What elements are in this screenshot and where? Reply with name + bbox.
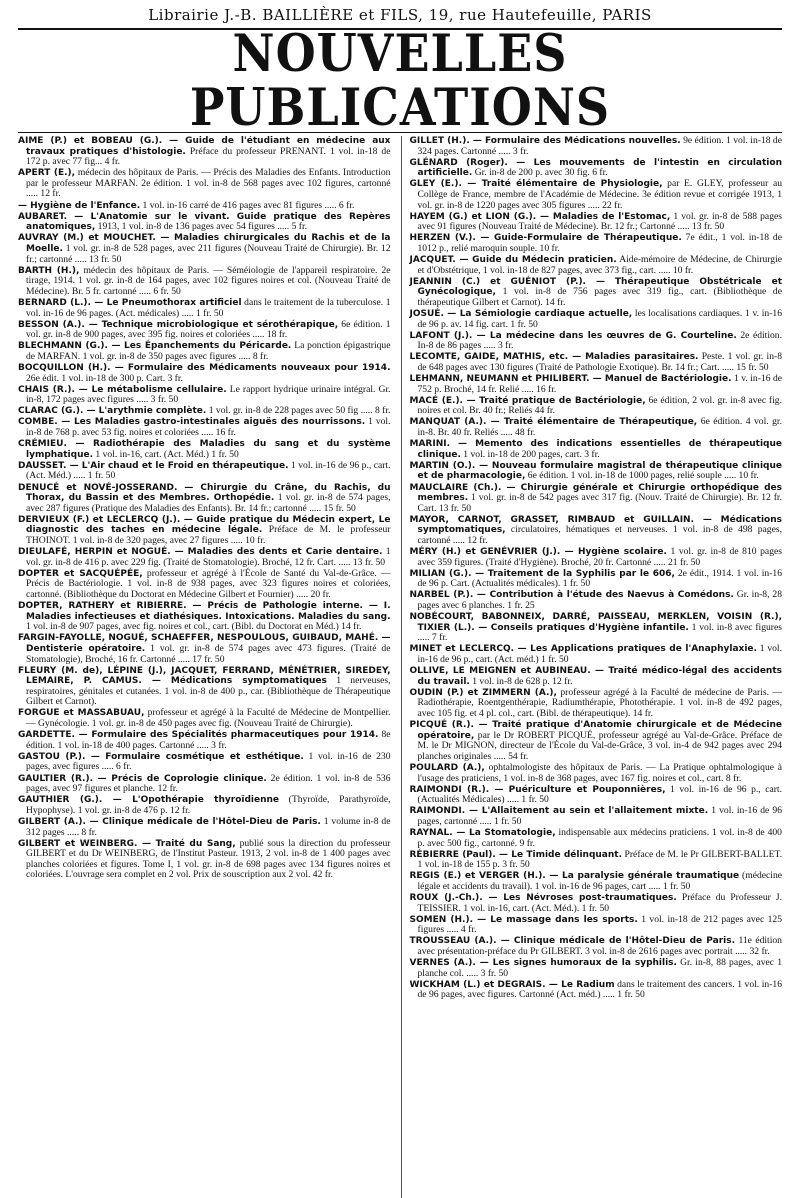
entry-details: médecin des hôpitaux de Paris. — Séméiologie de l'appareil respiratoire. 2e tirage, 1914. 1 vol. gr. in-8 de 164 pages, avec 102 figures noires et col. (Nouveau Traité de Médecine). Br. 5 fr. cartonné ..... 6 fr. 50 xyxy=(26,264,391,297)
page-title: NOUVELLES PUBLICATIONS xyxy=(189,22,611,138)
catalog-entry xyxy=(410,439,783,460)
entry-details: La ponction épigastrique de MARFAN. 1 vol. gr. in-8 de 350 pages avec figures ..... 8 fr. xyxy=(26,340,391,362)
catalog-entry xyxy=(410,828,783,849)
entry-details: 2e édit., 1914. 1 vol. in-16 de 96 p. Cart. (Actualités médicales). 1 fr. 50 xyxy=(417,567,782,590)
entry-details: 1 vol. gr. in-8 de 574 pages avec 473 figures. (Traité de Stomatologie), Broché, 16 fr. Cartonné ..... 17 fr. 50 xyxy=(26,642,391,665)
entry-details: 1913, 1 vol. in-8 de 136 pages avec 54 figures ..... 5 fr. xyxy=(97,221,308,233)
entry-author-title: NOBÉCOURT, BABONNEIX, DARRÉ, PAISSEAU, MERKLEN, VOISIN (R.), TIXIER (L.). — Conseils pratiques d'Hygiène infantile. xyxy=(409,612,782,633)
catalog-entry xyxy=(18,363,391,384)
entry-details: publié sous la direction du professeur GILBERT et du Dr WEINBERG, de l'Institut Pasteur. 1913, 2 vol. in-8 de 1 400 pages avec planches coloriées et figures. Tome I, 1 vol. gr. in-8 de 698 pages avec 134 figures noires et coloriées. L'ouvrage sera complet en 2 vol. Prix de souscription aux 2 vol. 42 fr. xyxy=(26,837,391,881)
entry-details: Gr. in-8, 88 pages, avec 1 planche col. ..... 3 fr. 50 xyxy=(417,957,782,979)
entry-author-title: JOSUÉ. — La Sémiologie cardiaque actuelle, xyxy=(409,309,633,319)
catalog-entry xyxy=(410,417,783,438)
entry-details: dans le traitement des cancers. 1 vol. in-16 de 96 pages, avec figures. Cartonné (Act. méd.) ..... 1 fr. 50 xyxy=(417,978,782,1001)
entry-details: Gr. in-8, 28 pages avec 6 planches. 1 fr. 25 xyxy=(417,589,782,612)
catalog-entry xyxy=(410,374,783,395)
catalog-entry xyxy=(410,233,783,254)
entry-details: 1 nerveuses, respiratoires, génitales et cutanées. 1 vol. in-8 de 400 p., car. (Bibliothèque de Thérapeutique Gilbert et Carnot). xyxy=(26,675,391,708)
catalog-entry xyxy=(18,839,391,881)
catalog-entry xyxy=(18,708,391,729)
entry-author-title: MANQUAT (A.). — Traité élémentaire de Thérapeutique, xyxy=(409,417,698,428)
entry-author-title: OLLIVE, LE MEIGNEN et AUBINEAU. — Traité médico-légal des accidents du travail. xyxy=(409,666,782,687)
entry-details: Préface du professeur PRENANT. 1 vol. in-18 de 172 p. avec 77 fig... 4 fr. xyxy=(26,145,391,168)
catalog-entry xyxy=(410,806,783,827)
entry-author-title: MÉRY (H.) et GENÉVRIER (J.). — Hygiène scolaire. xyxy=(409,547,667,558)
entry-author-title: CLARAC (G.). — L'arythmie complète. xyxy=(18,406,207,417)
entry-details: (médecine légale et accidents du travail). 1 vol. in-16 de 96 pages, cart ..... 1 fr. 50 xyxy=(417,870,782,892)
entry-details: médecin des hôpitaux de Paris. — Précis des Maladies des Enfants. Introduction par le professeur MARFAN. 2e édition. 1 vol. in-8 de 568 pages avec 102 figures, cartonné ..... 12 fr. xyxy=(26,167,391,200)
entry-author-title: MAYOR, CARNOT, GRASSET, RIMBAUD et GUILLAIN. — Médications symptomatiques, xyxy=(409,514,782,536)
entry-details: 6e édition. 1 vol. gr. in-8 de 900 pages, avec 395 fig. noires et coloriées ..... 18 fr. xyxy=(26,318,391,341)
catalog-entry xyxy=(410,666,783,687)
entry-author-title: GAUTHIER (G.). — L'Opothérapie thyroïdienne xyxy=(18,795,280,806)
entry-author-title: LAFONT (J.). — La médecine dans les œuvres de G. Courteline. xyxy=(409,330,737,341)
entry-author-title: GILLET (H.). — Formulaire des Médications nouvelles. xyxy=(409,136,681,146)
catalog-entry xyxy=(410,331,783,352)
catalog-entry xyxy=(18,201,391,212)
catalog-entry xyxy=(410,785,783,806)
catalog-entry xyxy=(410,277,783,309)
entry-author-title: DENUCÉ et NOVÉ-JOSSERAND. — Chirurgie du Crâne, du Rachis, du Thorax, du Bassin et des Membres. Orthopédie. xyxy=(18,482,391,504)
catalog-entry xyxy=(410,720,783,762)
catalog-entry xyxy=(410,980,783,1001)
entry-details: 1 vol. in-8 avec figures ..... 7 fr. xyxy=(417,621,782,644)
entry-author-title: VERNES (A.). — Les signes humoraux de la syphilis. xyxy=(409,958,677,969)
entry-author-title: REGIS (E.) et VERGER (H.). — La paralysie générale traumatique xyxy=(409,871,740,882)
catalog-entry xyxy=(18,774,391,795)
catalog-entry xyxy=(410,688,783,720)
entry-details: 1 vol. in-16 de 96 p., cart. (Act. Méd.) ..... 1 fr. 50 xyxy=(26,459,391,482)
entry-details: 1 vol. in-16 de 96 pages, cartonné ..... 1 fr. 50 xyxy=(417,805,782,827)
catalog-entry xyxy=(18,439,391,460)
catalog-entry xyxy=(410,461,783,482)
catalog-entry xyxy=(18,547,391,568)
entry-details: Peste. 1 vol. gr. in-8 de 648 pages avec 130 figures (Traité de Pathologie Exotique). Br. 14 fr.; Cart. ..... 15 fr. 50 xyxy=(417,351,782,373)
entry-author-title: LEHMANN, NEUMANN et PHILIBERT. — Manuel de Bactériologie. xyxy=(409,374,732,385)
catalog-entry xyxy=(410,936,783,957)
catalog-entry xyxy=(18,483,391,515)
entry-author-title: CHAIS (R.). — Le métabolisme cellulaire. xyxy=(18,384,227,395)
catalog-entry xyxy=(410,590,783,611)
entry-details: Gr. in-8 de 200 p. avec 30 fig. 6 fr. xyxy=(474,167,608,179)
catalog-entry xyxy=(410,644,783,665)
catalog-entry xyxy=(18,341,391,362)
entry-author-title: FARGIN-FAYOLLE, NOGUÉ, SCHAEFFER, NESPOULOUS, GUIBAUD, MAHÉ. — Dentisterie opératoire. xyxy=(18,633,391,654)
entry-details: 6e édition. 4 vol. gr. in-8. Br. 40 fr. Reliés ..... 48 fr. xyxy=(417,416,782,439)
entry-details: 1 vol. in-16 de 96 p., cart. (Actualités Médicales) ..... 1 fr. 50 xyxy=(417,783,782,806)
entry-details: par E. GLEY, professeur au Collège de France, membre de l'Académie de Médecine. 3e édition revue et corrigée 1913, 1 vol. gr. in-8 de 1220 pages avec 305 figures ..... 22 fr. xyxy=(417,178,782,211)
entry-author-title: MARINI. — Memento des indications essentielles de thérapeutique clinique. xyxy=(409,439,782,460)
entry-author-title: DIEULAFÉ, HERPIN et NOGUÉ. — Maladies des dents et Carie dentaire. xyxy=(18,547,383,558)
entry-author-title: DOPTER et SACQUÉPÉE, xyxy=(18,568,143,579)
catalog-entry xyxy=(18,633,391,665)
catalog-entry xyxy=(18,320,391,341)
entry-details: circulatoires, hématiques et nerveuses. 1 vol. in-8 de 498 pages, cartonné ..... 12 fr. xyxy=(417,524,782,546)
entry-details: 26e édit. 1 vol. in-18 de 300 p. Cart. 3 fr. xyxy=(26,372,183,384)
entry-author-title: BOCQUILLON (H.). — Formulaire des Médicaments nouveaux pour 1914. xyxy=(18,362,391,373)
catalog-entry xyxy=(410,763,783,784)
entry-details: 1 volume in-8 de 312 pages ..... 8 fr. xyxy=(26,815,391,838)
entry-author-title: RAIMONDI. — L'Allaitement au sein et l'allaitement mixte. xyxy=(409,806,709,817)
entry-author-title: PICQUÉ (R.). — Traité pratique d'Anatomie chirurgicale et de Médecine opératoire, xyxy=(409,720,782,741)
left-column xyxy=(18,136,391,1198)
entry-details: 1 vol. gr. in-8 de 228 pages avec 50 fig ..... 8 fr. xyxy=(208,405,391,417)
entry-details: 6e édition. 1 vol. in-18 de 1000 pages, relié souple ..... 10 fr. xyxy=(527,470,759,482)
entry-details: 1 vol. in-18 de 212 pages avec 125 figures ..... 4 fr. xyxy=(417,913,782,936)
catalog-entry xyxy=(18,752,391,773)
entry-details: professeur agrégé à la Faculté de médecine de Paris. — Radiothérapie, Roentgenthérapie, Radiumthérapie, Photothérapie. 1 vol. in-8 de 492 pages, avec 105 fig. et 4 pl. col., cart. (Bibl. de thérapeutique). 14 fr. xyxy=(417,686,782,719)
entry-author-title: JEANNIN (C.) et GUÉNIOT (P.). — Thérapeutique Obstétricale et Gynécologique, xyxy=(409,276,782,298)
catalog-entry xyxy=(410,255,783,276)
entry-details: 1 v. in-16 de 752 p. Broché, 14 fr. Relié ..... 16 fr. xyxy=(417,373,782,395)
catalog-entry xyxy=(410,483,783,515)
entry-author-title: SOMEN (H.). — Le massage dans les sports. xyxy=(409,914,638,925)
catalog-entry xyxy=(410,569,783,590)
entry-author-title: MAUCLAIRE (Ch.). — Chirurgie générale et Chirurgie orthopédique des membres. xyxy=(409,482,782,504)
catalog-entry xyxy=(18,385,391,406)
catalog-entry xyxy=(18,515,391,547)
entry-author-title: DOPTER, RATHERY et RIBIERRE. — Précis de Pathologie interne. — I. Maladies infectieuses et diathésiques. Intoxications. Maladies du sang. xyxy=(18,601,391,622)
entry-details: 1 vol. gr. in-8 de 574 pages, avec 287 figures (Pratique des Maladies des Enfants). Br. 14 fr.; cartonné ..... 15 fr. 50 xyxy=(26,492,391,514)
catalog-entry xyxy=(18,136,391,168)
entry-author-title: RAYNAL. — La Stomatologie, xyxy=(409,828,556,838)
catalog-entry xyxy=(18,417,391,438)
entry-details: 1 vol. gr. in-8 de 416 p. avec 229 fig. (Traité de Stomatologie). Broché, 12 fr. Cart. ..... 13 fr. 50 xyxy=(26,546,391,568)
entry-details: 6e édition, 2 vol. gr. in-8 avec fig. noires et col. Br. 40 fr.; Reliés 44 fr. xyxy=(417,394,782,417)
catalog-entry xyxy=(18,461,391,482)
catalog-entry xyxy=(410,158,783,179)
entry-details: les localisations cardiaques. 1 v. in-16 de 96 p. av. 14 fig. cart. 1 fr. 50 xyxy=(417,308,782,330)
entry-details: 1 vol. in-16 de 96 p., cart. (Act. méd.) 1 fr. 50 xyxy=(417,643,782,665)
entry-author-title: GAULTIER (R.). — Précis de Coprologie clinique. xyxy=(18,773,267,784)
entry-details: 1 vol. in-16 carré de 416 pages avec 81 figures ..... 6 fr. xyxy=(142,199,355,211)
entry-author-title: LECOMTE, GAIDE, MATHIS, etc. — Maladies parasitaires. xyxy=(409,352,699,363)
entry-details: 9e édition. 1 vol. in-18 de 324 pages. Cartonné ..... 3 fr. xyxy=(417,136,782,157)
entry-author-title: FORGUE et MASSABUAU, xyxy=(18,708,145,719)
entry-details: 1 vol. in-8 de 768 p. avec 53 fig. noires et coloriées ..... 16 fr. xyxy=(26,416,391,439)
entry-details: professeur et agrégé à la Faculté de Médecine de Montpellier. — Gynécologie. 1 vol. gr. in-8 de 450 pages avec fig. (Nouveau Traité de Chirurgie). xyxy=(26,707,391,730)
entry-author-title: GILBERT (A.). — Clinique médicale de l'Hôtel-Dieu de Paris. xyxy=(18,816,321,827)
catalog-entry xyxy=(18,406,391,417)
catalog-entry xyxy=(410,309,783,330)
catalog-entry xyxy=(18,569,391,601)
catalog-entry xyxy=(410,612,783,644)
entry-details: 11e édition avec présentation-préface du Pr GILBERT. 3 vol. in-8 de 2616 pages avec portrait ..... 32 fr. xyxy=(417,935,782,958)
catalog-entry xyxy=(410,850,783,871)
catalog-entry xyxy=(410,515,783,547)
entry-author-title: FLEURY (M. de), LÉPINE (J.), JACQUET, FERRAND, MÉNÉTRIER, SIREDEY, LEMAIRE, P. CAMUS. — Médications symptomatiques xyxy=(18,665,391,687)
entry-author-title: BESSON (A.). — Technique microbiologique et sérothérapique, xyxy=(18,319,339,330)
entry-author-title: APERT (E.), xyxy=(18,168,76,179)
catalog-entry xyxy=(18,817,391,838)
publisher-header: Librairie J.-B. BAILLIÈRE et FILS, 19, rue Hautefeuille, PARIS xyxy=(18,6,782,30)
catalog-entry xyxy=(18,601,391,633)
entry-details: 1 vol. gr. in-8 de 528 pages, avec 211 figures (Nouveau Traité de Chirurgie). Br. 12 fr.; cartonné ..... 13 fr. 50 xyxy=(26,242,391,265)
entry-author-title: OUDIN (P.) et ZIMMERN (A.), xyxy=(409,687,557,698)
entry-author-title: GASTOU (P.). — Formulaire cosmétique et esthétique. xyxy=(18,751,304,762)
entry-author-title: AUVRAY (M.) et MOUCHET. — Maladies chirurgicales du Rachis et de la Moelle. xyxy=(18,233,391,254)
entry-author-title: GILBERT et WEINBERG. — Traité du Sang, xyxy=(18,838,236,849)
catalog-entry xyxy=(18,795,391,816)
catalog-entry xyxy=(18,730,391,751)
catalog-entry xyxy=(410,871,783,892)
entry-author-title: RÉBIERRE (Paul). — Le Timide délinquant. xyxy=(409,849,623,860)
catalog-entry xyxy=(18,212,391,233)
entry-author-title: JACQUET. — Guide du Médecin praticien. xyxy=(409,255,617,266)
entry-author-title: DAUSSET. — L'Air chaud et le Froid en thérapeutique. xyxy=(18,460,289,471)
catalog-entry xyxy=(18,233,391,265)
entry-details: 7e édit., 1 vol. in-18 de 1012 p., relié maroquin souple. 10 fr. xyxy=(417,232,782,254)
entry-author-title: MINET et LECLERCQ. — Les Applications pratiques de l'Anaphylaxie. xyxy=(409,644,757,655)
catalog-entry xyxy=(410,352,783,373)
entry-details: Préface de M. le Pr GILBERT-BALLET. 1 vol. in-18 de 155 p. 3 fr. 50 xyxy=(417,848,782,871)
catalog-entry xyxy=(18,298,391,319)
entry-details: ophtalmologiste des hôpitaux de Paris. — La Pratique ophtalmologique à l'usage des praticiens, 1 vol. in-8 de 368 pages, avec 167 fig. noires et col., cart. 8 fr. xyxy=(417,761,782,784)
entry-author-title: DERVIEUX (F.) et LECLERCQ (J.). — Guide pratique du Médecin expert, Le diagnostic des taches en médecine légale. xyxy=(18,514,391,536)
entry-details: 1 vol. in-8 de 756 pages avec 319 fig., cart. (Bibliothèque de thérapeutique Gilbert et Carnot). 14 fr. xyxy=(417,286,782,308)
catalog-entry xyxy=(410,915,783,936)
entry-details: 1 vol. in-16 de 230 pages, avec figures ..... 6 fr. xyxy=(26,750,391,773)
entry-author-title: BERNARD (L.). — Le Pneumothorax artificiel xyxy=(18,297,242,308)
catalog-entry xyxy=(410,136,783,157)
entry-author-title: AIMÉ (P.) et BOBEAU (G.). — Guide de l'étudiant en médecine aux travaux pratiques d'histologie. xyxy=(18,136,391,157)
entry-author-title: GARDETTE. — Formulaire des Spécialités pharmaceutiques pour 1914. xyxy=(18,730,379,741)
entry-author-title: COMBE. — Les Maladies gastro-intestinales aiguës des nourrissons. xyxy=(18,417,366,428)
catalog-entry xyxy=(410,958,783,979)
entry-details: 1 vol. in-18 de 200 pages, cart. 3 fr. xyxy=(463,448,600,460)
catalog-entry xyxy=(18,266,391,298)
entry-details: 1 vol. in-8 de 907 pages, avec fig. noires et col., cart. (Bibl. du Doctorat en Méd.) 14 fr. xyxy=(26,621,362,633)
entry-author-title: MARTIN (O.). — Nouveau formulaire magistral de thérapeutique clinique et de pharmacologie, xyxy=(409,460,782,482)
entry-details: 2e édition. In-8 de 86 pages ..... 3 fr. xyxy=(417,329,782,352)
catalog-entry xyxy=(410,547,783,568)
catalog-entry xyxy=(18,666,391,708)
entry-author-title: BARTH (H.), xyxy=(18,265,80,276)
entry-author-title: ROUX (J.-Ch.). — Les Névroses post-traumatiques. xyxy=(409,893,677,904)
right-column xyxy=(401,136,783,1198)
catalog-entry xyxy=(18,168,391,200)
entry-details: professeur et agrégé à l'École de Santé du Val-de-Grâce. — Précis de Bactériologie. 1 vol. in-8 de 938 pages, avec 323 figures noires et coloriées, cartonné. (Bibliothèque du Doctorat en Médecine Gilbert et Fournier) ..... 20 fr. xyxy=(26,567,391,600)
entry-details: 8e édition. 1 vol. in-18 de 400 pages. Cartonné ..... 3 fr. xyxy=(26,729,391,751)
entry-author-title: AUBARET. — L'Anatomie sur le vivant. Guide pratique des Repères anatomiques, xyxy=(18,211,391,233)
entry-author-title: HAYEM (G.) et LION (G.). — Maladies de l'Estomac, xyxy=(409,211,671,222)
catalog-entry xyxy=(410,212,783,233)
entry-author-title: TROUSSEAU (A.). — Clinique médicale de l'Hôtel-Dieu de Paris. xyxy=(409,936,736,947)
catalog-entry xyxy=(410,179,783,211)
entry-details: dans le traitement de la tuberculose. 1 vol. in-16 de 96 pages. (Act. médicales) ..... 1 fr. 50 xyxy=(26,296,391,319)
entry-author-title: GLEY (E.). — Traité élémentaire de Physiologie, xyxy=(409,179,663,190)
entry-author-title: NARBEL (P.). — Contribution à l'étude des Naevus à Comédons. xyxy=(409,590,734,601)
entry-details: Préface du Professeur J. TEISSIER. 1 vol. in-16, cart. (Act. Méd.). 1 fr. 50 xyxy=(417,892,782,914)
entry-details: Aide-mémoire de Médecine, de Chirurgie et d'Obstétrique, 1 vol. in-18 de 827 pages, avec 373 fig., cart. ..... 10 fr. xyxy=(417,254,782,276)
entry-author-title: BLECHMANN (G.). — Les Épanchements du Péricarde. xyxy=(18,341,292,352)
catalog-entry xyxy=(410,396,783,417)
entry-author-title: MACÉ (E.). — Traité pratique de Bactériologie, xyxy=(409,395,646,406)
catalog-entry xyxy=(410,893,783,914)
entry-author-title: POULARD (A.), xyxy=(409,762,485,773)
entry-details: 1 vol. gr. in-8 de 542 pages avec 317 fig. (Nouv. Traité de Chirurgie). Br. 12 fr. Cart. 13 fr. 50 xyxy=(417,492,782,514)
entry-details: 1 vol. in-16, cart. (Act. Méd.) 1 fr. 50 xyxy=(95,448,239,460)
entry-details: indispensable aux médecins praticiens. 1 vol. in-8 de 400 p. avec 500 fig., cartonné. 9 fr. xyxy=(417,827,782,849)
catalog-columns xyxy=(18,132,782,1198)
entry-details: Le rapport hydrique urinaire intégral. Gr. in-8, 172 pages avec figures ..... 3 fr. 50 xyxy=(26,383,391,406)
entry-details: Préface de M. le professeur THOINOT. 1 vol. in-8 de 320 pages, avec 27 figures ..... 10 fr. xyxy=(26,524,391,546)
entry-author-title: RAIMONDI (R.). — Puériculture et Pouponnières, xyxy=(409,784,666,795)
entry-details: 1 vol. gr. in-8 de 810 pages avec 359 figures. (Traité d'Hygiène). Broché, 20 fr. Cartonné ..... 21 fr. 50 xyxy=(417,546,782,568)
entry-details: (Thyroïde, Parathyroïde, Hypophyse). 1 vol. gr. in-8 de 476 p. 12 fr. xyxy=(26,794,391,816)
entry-details: 1 vol. in-8 de 628 p. 12 fr. xyxy=(472,675,573,687)
entry-author-title: GLÉNARD (Roger). — Les mouvements de l'intestin en circulation artificielle. xyxy=(409,157,782,179)
entry-author-title: MILIAN (G.). — Traitement de la Syphilis par le 606, xyxy=(409,568,675,579)
entry-author-title: HERZEN (V.). — Guide-Formulaire de Thérapeutique. xyxy=(409,233,682,244)
entry-details: 1 vol. gr. in-8 de 588 pages avec 91 figures (Nouveau Traité de Médecine). Br. 12 fr.; Cartonné ..... 13 fr. 50 xyxy=(417,210,782,233)
entry-author-title: — Hygiène de l'Enfance. xyxy=(18,200,141,211)
entry-details: 2e édition. 1 vol. in-8 de 536 pages, avec 97 figures et planche. 12 fr. xyxy=(26,772,391,795)
entry-author-title: WICKHAM (L.) et DEGRAIS. — Le Radium xyxy=(409,979,615,990)
entry-author-title: CRÉMIEU. — Radiothérapie des Maladies du sang et du système lymphatique. xyxy=(18,439,391,460)
entry-details: par le Dr ROBERT PICQUÉ, professeur agrégé au Val-de-Grâce. Préface de M. le Dr MIGNON, directeur de l'École du Val-de-Grâce, 3 vol. in-4 de 942 pages avec 294 planches originales ..... 54 fr. xyxy=(417,729,782,762)
